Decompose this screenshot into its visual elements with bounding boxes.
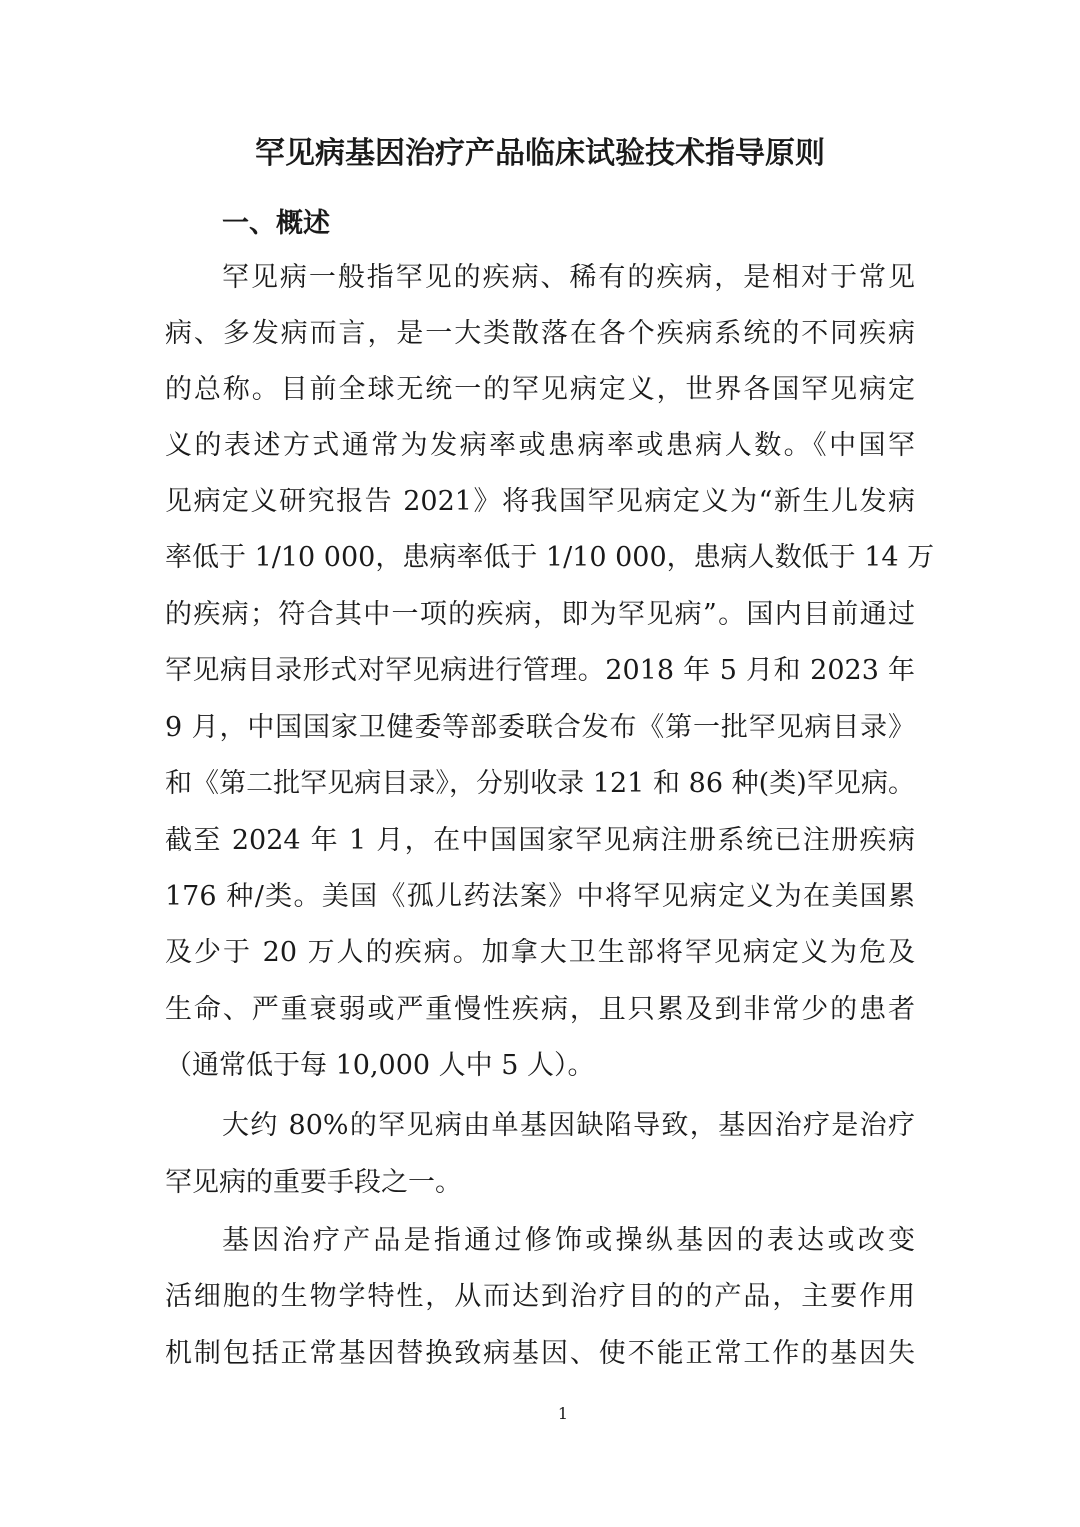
paragraph-3-line: 基因治疗产品是指通过修饰或操纵基因的表达或改变: [222, 1225, 915, 1256]
paragraph-2-line: 罕见病的重要手段之一。: [165, 1167, 462, 1198]
page-number: 1: [557, 1404, 569, 1423]
paragraph-1-line: 截至 2024 年 1 月，在中国国家罕见病注册系统已注册疾病: [165, 825, 915, 856]
paragraph-1-line: 9 月，中国国家卫健委等部委联合发布《第一批罕见病目录》: [165, 712, 915, 743]
paragraph-1-line: 义的表述方式通常为发病率或患病率或患病人数。《中国罕: [165, 430, 915, 461]
paragraph-1-line: 和《第二批罕见病目录》，分别收录 121 和 86 种(类)罕见病。: [165, 768, 915, 799]
paragraph-3-line: 机制包括正常基因替换致病基因、使不能正常工作的基因失: [165, 1338, 915, 1369]
paragraph-1-line: 率低于 1/10 000，患病率低于 1/10 000，患病人数低于 14 万: [165, 542, 935, 573]
paragraph-1-line: 176 种/类。美国《孤儿药法案》中将罕见病定义为在美国累: [165, 881, 915, 912]
document-title: 罕见病基因治疗产品临床试验技术指导原则: [255, 136, 825, 171]
paragraph-1-line: 病、多发病而言，是一大类散落在各个疾病系统的不同疾病: [165, 318, 915, 349]
paragraph-1-line: 的疾病；符合其中一项的疾病，即为罕见病”。国内目前通过: [165, 599, 915, 630]
section-heading: 一、概述: [222, 208, 330, 239]
paragraph-1-line: （通常低于每 10,000 人中 5 人）。: [165, 1050, 595, 1081]
paragraph-1-line: 及少于 20 万人的疾病。加拿大卫生部将罕见病定义为危及: [165, 937, 915, 968]
paragraph-2-line: 大约 80%的罕见病由单基因缺陷导致，基因治疗是治疗: [222, 1110, 915, 1141]
paragraph-1-line: 见病定义研究报告 2021》将我国罕见病定义为“新生儿发病: [165, 486, 915, 517]
paragraph-1-line: 生命、严重衰弱或严重慢性疾病，且只累及到非常少的患者: [165, 994, 915, 1025]
paragraph-1-line: 罕见病一般指罕见的疾病、稀有的疾病，是相对于常见: [222, 262, 915, 293]
paragraph-3-line: 活细胞的生物学特性，从而达到治疗目的的产品，主要作用: [165, 1281, 915, 1312]
paragraph-1-line: 的总称。目前全球无统一的罕见病定义，世界各国罕见病定: [165, 374, 915, 405]
paragraph-1-line: 罕见病目录形式对罕见病进行管理。2018 年 5 月和 2023 年: [165, 655, 915, 686]
